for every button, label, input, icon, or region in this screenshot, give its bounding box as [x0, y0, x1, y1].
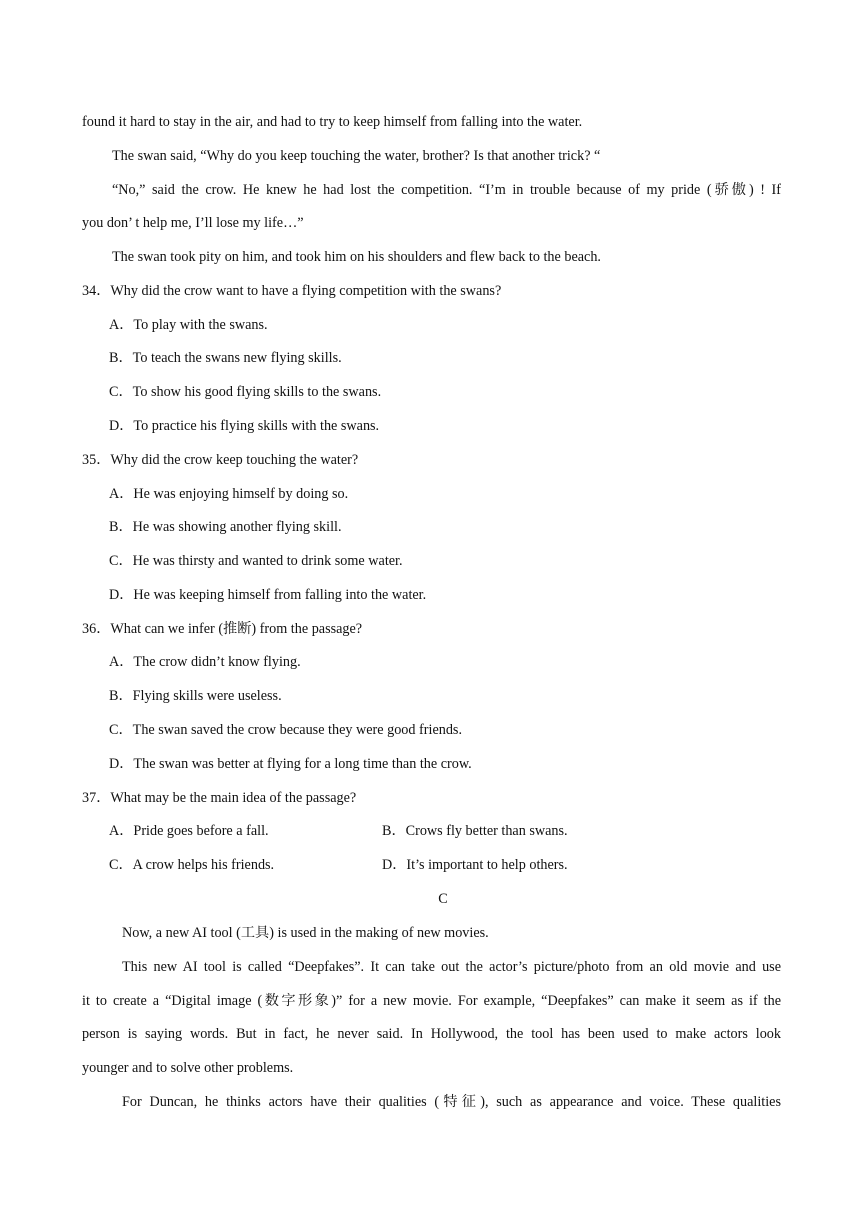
passage-line: The swan said, “Why do you keep touching the water, brother? Is that another trick? “ — [112, 148, 601, 164]
option-34-d[interactable]: D．To practice his flying skills with the swans. — [109, 418, 380, 434]
passage-line: younger and to solve other problems. — [82, 1060, 294, 1076]
option-37-a[interactable]: A．Pride goes before a fall. — [109, 823, 269, 839]
option-36-a[interactable]: A．The crow didn’t know flying. — [109, 654, 301, 670]
option-37-c[interactable]: C．A crow helps his friends. — [109, 857, 275, 873]
question-36 — [82, 619, 362, 639]
passage-line: The swan took pity on him, and took him on his shoulders and flew back to the beach. — [112, 249, 601, 265]
passage-line: Now, a new AI tool (工具) is used in the making of new movies. — [122, 925, 489, 941]
passage-line: “No,” said the crow. He knew he had lost the competition. “I’m in trouble because of my pride (骄傲) ! If — [112, 182, 781, 198]
option-35-c[interactable]: C．He was thirsty and wanted to drink some water. — [109, 553, 403, 569]
question-37 — [82, 788, 356, 808]
question-text: What may be the main idea of the passage? — [110, 790, 357, 806]
option-36-d[interactable]: D．The swan was better at flying for a long time than the crow. — [109, 756, 472, 772]
question-text: Why did the crow want to have a flying competition with the swans? — [110, 283, 502, 299]
passage-line: it to create a “Digital image (数字形象)” for a new movie. For example, “Deepfakes” can make it seem as if the — [82, 993, 781, 1009]
question-35 — [82, 450, 358, 470]
option-35-a[interactable]: A．He was enjoying himself by doing so. — [109, 486, 349, 502]
passage-line: person is saying words. But in fact, he never said. In Hollywood, the tool has been used to make actors look — [82, 1026, 781, 1042]
option-34-b[interactable]: B．To teach the swans new flying skills. — [109, 350, 342, 366]
option-37-b[interactable]: B．Crows fly better than swans. — [382, 823, 568, 839]
option-34-a[interactable]: A．To play with the swans. — [109, 317, 268, 333]
option-36-b[interactable]: B．Flying skills were useless. — [109, 688, 282, 704]
question-34 — [82, 281, 501, 301]
question-text: What can we infer (推断) from the passage? — [110, 621, 363, 637]
passage-line: you don’ t help me, I’ll lose my life…” — [82, 215, 304, 231]
option-35-b[interactable]: B．He was showing another flying skill. — [109, 519, 342, 535]
option-36-c[interactable]: C．The swan saved the crow because they were good friends. — [109, 722, 462, 738]
question-number: 37． — [82, 790, 111, 806]
passage-line: For Duncan, he thinks actors have their qualities (特征), such as appearance and voice. These qualities — [122, 1094, 781, 1110]
passage-line: found it hard to stay in the air, and had to try to keep himself from falling into the water. — [82, 114, 583, 130]
option-34-c[interactable]: C．To show his good flying skills to the swans. — [109, 384, 382, 400]
question-number: 35． — [82, 452, 111, 468]
question-text: Why did the crow keep touching the water? — [110, 452, 359, 468]
option-37-d[interactable]: D．It’s important to help others. — [382, 857, 568, 873]
option-35-d[interactable]: D．He was keeping himself from falling into the water. — [109, 587, 427, 603]
passage-line: This new AI tool is called “Deepfakes”. It can take out the actor’s picture/photo from an old movie and use — [122, 959, 781, 975]
question-number: 36． — [82, 621, 111, 637]
question-number: 34． — [82, 283, 111, 299]
section-heading: C — [438, 891, 448, 907]
